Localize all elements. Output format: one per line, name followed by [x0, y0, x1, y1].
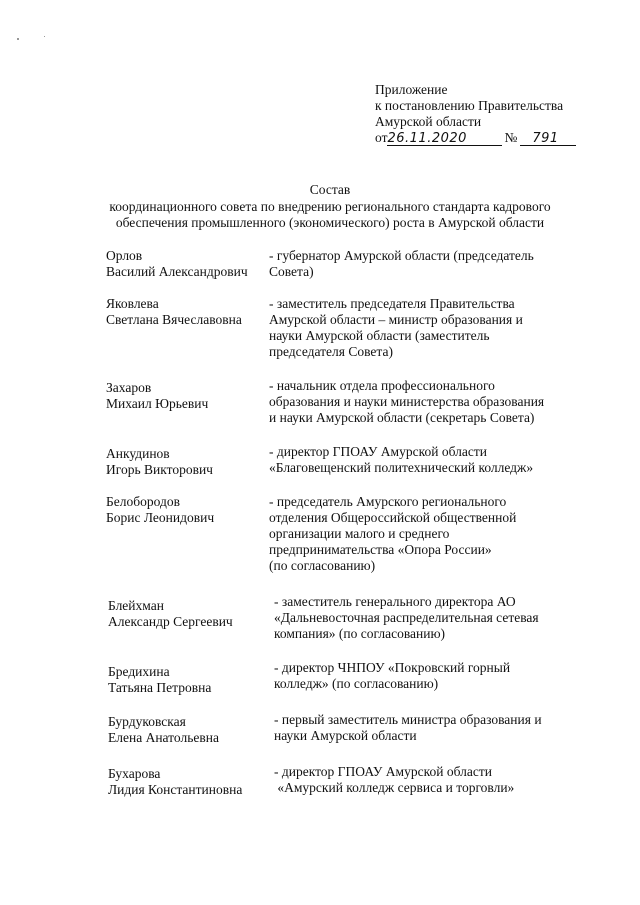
role-line: - председатель Амурского регионального: [269, 494, 507, 509]
handwritten-date: 26.11.2020: [387, 131, 467, 146]
role-line: «Амурский колледж сервиса и торговли»: [274, 780, 515, 795]
role-line: Совета): [269, 264, 314, 279]
member-given-names: Лидия Константиновна: [108, 782, 243, 797]
role-line: - заместитель председателя Правительства: [269, 296, 515, 311]
member-given-names: Борис Леонидович: [106, 510, 215, 525]
member-surname: Бурдуковская: [108, 714, 186, 729]
member-given-names: Татьяна Петровна: [108, 680, 212, 695]
title-line: обеспечения промышленного (экономического) роста в Амурской области: [115, 215, 545, 230]
scan-speck: [44, 36, 45, 37]
title-line: координационного совета по внедрению регионального стандарта кадрового: [109, 199, 551, 214]
number-field: [520, 130, 576, 146]
role-line: колледж» (по согласованию): [274, 676, 439, 691]
role-line: председателя Совета): [269, 344, 393, 359]
role-line: отделения Общероссийской общественной: [269, 510, 517, 525]
date-field: [387, 130, 502, 146]
number-prefix: №: [504, 130, 518, 145]
role-line: и науки Амурской области (секретарь Совета): [269, 410, 535, 425]
role-line: - первый заместитель министра образования и: [274, 712, 542, 727]
title-heading: Состав: [309, 182, 351, 197]
document-title: [80, 182, 580, 231]
date-prefix: от: [375, 130, 388, 145]
role-line: - заместитель генерального директора АО: [274, 594, 516, 609]
member-surname: Блейхман: [108, 598, 164, 613]
member-surname: Бухарова: [108, 766, 161, 781]
scan-speck: [17, 38, 19, 40]
role-line: компания» (по согласованию): [274, 626, 446, 641]
role-line: организации малого и среднего: [269, 526, 450, 541]
member-given-names: Елена Анатольевна: [108, 730, 219, 745]
member-surname: Яковлева: [106, 296, 159, 311]
role-line: Амурской области – министр образования и: [269, 312, 523, 327]
member-given-names: Михаил Юрьевич: [106, 396, 209, 411]
member-given-names: Василий Александрович: [106, 264, 248, 279]
member-surname: Бредихина: [108, 664, 170, 679]
member-surname: Орлов: [106, 248, 143, 263]
role-line: - директор ГПОАУ Амурской области: [274, 764, 492, 779]
role-line: образования и науки министерства образования: [269, 394, 545, 409]
role-line: - губернатор Амурской области (председатель: [269, 248, 534, 263]
role-line: - директор ГПОАУ Амурской области: [269, 444, 487, 459]
role-line: (по согласованию): [269, 558, 376, 573]
member-surname: Захаров: [106, 380, 152, 395]
member-given-names: Александр Сергеевич: [108, 614, 233, 629]
role-line: «Благовещенский политехнический колледж»: [269, 460, 534, 475]
role-line: «Дальневосточная распределительная сетевая: [274, 610, 539, 625]
role-line: предпринимательства «Опора России»: [269, 542, 492, 557]
approval-line: Приложение: [375, 82, 448, 97]
handwritten-number: 791: [532, 131, 559, 146]
member-surname: Анкудинов: [106, 446, 170, 461]
role-line: - директор ЧНПОУ «Покровский горный: [274, 660, 511, 675]
member-given-names: Светлана Вячеславовна: [106, 312, 242, 327]
role-line: науки Амурской области (заместитель: [269, 328, 490, 343]
role-line: - начальник отдела профессионального: [269, 378, 495, 393]
approval-line: Амурской области: [375, 114, 482, 129]
approval-date-number: [375, 130, 625, 146]
approval-block: [375, 82, 625, 146]
role-line: науки Амурской области: [274, 728, 417, 743]
approval-line: к постановлению Правительства: [375, 98, 564, 113]
member-given-names: Игорь Викторович: [106, 462, 213, 477]
member-surname: Белобородов: [106, 494, 180, 509]
